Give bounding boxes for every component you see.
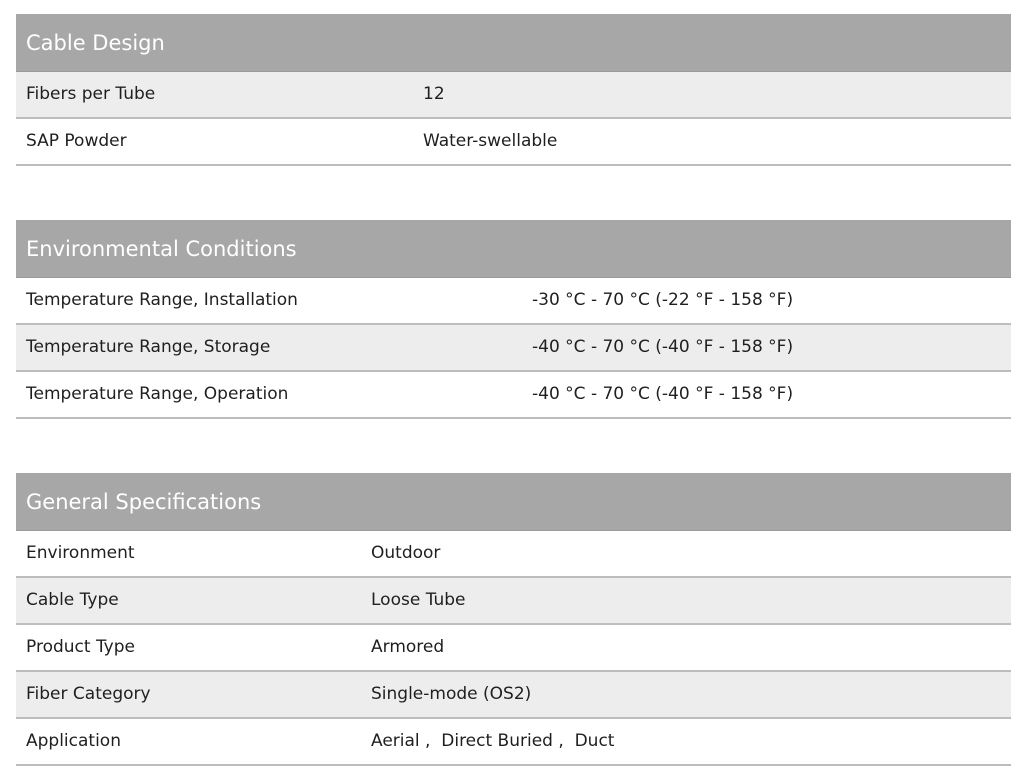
spec-label: Application: [26, 731, 121, 751]
spec-label: Cable Type: [26, 590, 119, 610]
spec-value: Outdoor: [371, 543, 441, 563]
spec-row: [16, 531, 1011, 578]
spec-row: [16, 578, 1011, 625]
spec-value: Water-swellable: [423, 131, 558, 151]
spec-label: Product Type: [26, 637, 135, 657]
spec-value: Loose Tube: [371, 590, 466, 610]
spec-label: Temperature Range, Storage: [26, 337, 271, 357]
spec-label: Environment: [26, 543, 135, 563]
spec-value: Aerial , Direct Buried , Duct: [371, 731, 615, 751]
spec-value: Single-mode (OS2): [371, 684, 532, 704]
spec-value: Armored: [371, 637, 445, 657]
cable-design-heading: Cable Design: [16, 14, 1011, 72]
environmental-conditions-heading: Environmental Conditions: [16, 220, 1011, 278]
general-specifications-heading: General Specifications: [16, 473, 1011, 531]
spec-label: SAP Powder: [26, 131, 127, 151]
spec-row: [16, 278, 1011, 325]
general-specifications-section: [16, 473, 1011, 766]
environmental-conditions-section: [16, 220, 1011, 419]
spec-row: [16, 625, 1011, 672]
spec-value: -30 °C - 70 °C (-22 °F - 158 °F): [532, 290, 794, 310]
spec-value: 12: [423, 84, 445, 104]
spec-row: [16, 372, 1011, 419]
spec-label: Temperature Range, Installation: [26, 290, 298, 310]
spec-row: [16, 72, 1011, 119]
spec-row: [16, 325, 1011, 372]
spec-value: -40 °C - 70 °C (-40 °F - 158 °F): [532, 384, 794, 404]
spec-value: -40 °C - 70 °C (-40 °F - 158 °F): [532, 337, 794, 357]
spec-row: [16, 119, 1011, 166]
spec-label: Temperature Range, Operation: [26, 384, 289, 404]
spec-row: [16, 672, 1011, 719]
spec-label: Fiber Category: [26, 684, 151, 704]
spec-row: [16, 719, 1011, 766]
spec-label: Fibers per Tube: [26, 84, 156, 104]
cable-design-section: [16, 14, 1011, 166]
